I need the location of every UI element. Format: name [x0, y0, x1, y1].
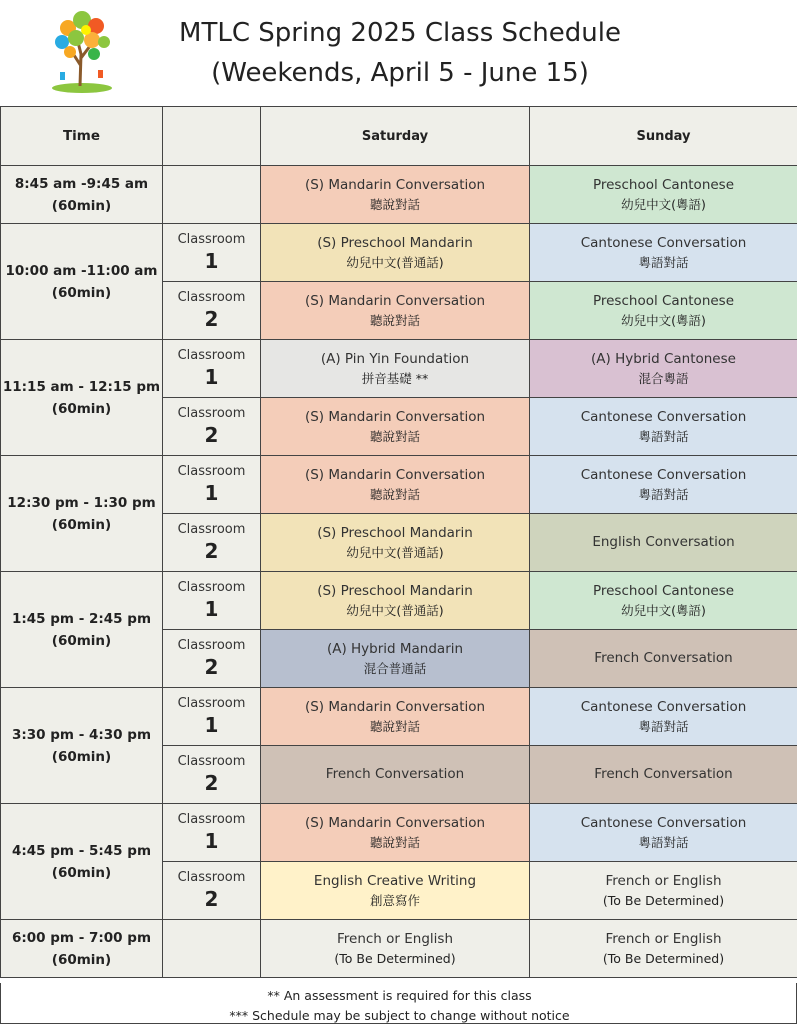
- page-subtitle: (Weekends, April 5 - June 15): [211, 58, 589, 88]
- class-cell: [261, 398, 530, 456]
- table-row: [1, 804, 797, 862]
- class-cell: [530, 746, 797, 804]
- classroom-number: 2: [204, 770, 219, 795]
- class-name-en: Cantonese Conversation: [580, 466, 747, 483]
- class-name-zh: 幼兒中文(普通話): [346, 254, 444, 270]
- class-name-zh: 混合粵語: [638, 370, 689, 386]
- time-slot-cell: [1, 456, 163, 572]
- duration: (60min): [51, 632, 112, 649]
- classroom-number: 2: [204, 422, 219, 447]
- duration: (60min): [51, 197, 112, 214]
- class-name-zh: 粵語對話: [638, 428, 689, 444]
- classroom-number: 1: [204, 828, 219, 853]
- class-cell: [261, 746, 530, 804]
- table-row: [1, 166, 797, 224]
- table-row: [1, 920, 797, 978]
- time-slot-cell: [1, 804, 163, 920]
- class-cell: [261, 688, 530, 746]
- class-cell: [530, 282, 797, 340]
- classroom-label: Classroom: [177, 869, 246, 885]
- class-name-zh: (To Be Determined): [602, 950, 725, 966]
- schedule-table: [0, 106, 797, 978]
- time-range: 6:00 pm - 7:00 pm: [11, 929, 152, 946]
- classroom-label: Classroom: [177, 521, 246, 537]
- class-name-zh: 幼兒中文(普通話): [346, 602, 444, 618]
- class-name-en: (A) Hybrid Mandarin: [326, 640, 464, 657]
- class-name-zh: 聽說對話: [369, 312, 420, 328]
- class-name-en: French or English: [336, 930, 453, 947]
- classroom-label: Classroom: [177, 637, 246, 653]
- class-name-zh: (To Be Determined): [334, 950, 456, 966]
- class-name-en: English Creative Writing: [313, 872, 477, 889]
- class-name-en: Preschool Cantonese: [592, 582, 735, 599]
- footer-notes: [0, 983, 797, 1024]
- class-cell: [530, 920, 797, 978]
- classroom-cell: [163, 862, 261, 920]
- class-cell: [261, 804, 530, 862]
- class-cell: [530, 398, 797, 456]
- page-title: MTLC Spring 2025 Class Schedule: [179, 18, 621, 48]
- time-range: 8:45 am -9:45 am: [14, 175, 149, 192]
- class-name-zh: 粵語對話: [638, 254, 689, 270]
- class-name-zh: 混合普通話: [363, 660, 427, 676]
- class-name-zh: (To Be Determined): [602, 892, 725, 908]
- class-name-zh: 幼兒中文(粵語): [621, 312, 706, 328]
- class-cell: [530, 804, 797, 862]
- class-name-en: Cantonese Conversation: [580, 814, 747, 831]
- class-cell: [530, 630, 797, 688]
- classroom-number: 1: [204, 480, 219, 505]
- class-name-en: English Conversation: [592, 534, 735, 550]
- duration: (60min): [51, 864, 112, 881]
- classroom-number: 2: [204, 538, 219, 563]
- header-room: [163, 107, 261, 166]
- class-name-en: (S) Mandarin Conversation: [304, 698, 486, 715]
- class-cell: [261, 862, 530, 920]
- class-cell: [530, 166, 797, 224]
- class-name-en: (S) Mandarin Conversation: [304, 466, 486, 483]
- classroom-cell: [163, 920, 261, 978]
- class-name-en: French or English: [605, 930, 722, 947]
- time-range: 1:45 pm - 2:45 pm: [11, 610, 152, 627]
- class-name-zh: 粵語對話: [638, 718, 689, 734]
- classroom-label: Classroom: [177, 811, 246, 827]
- classroom-number: 2: [204, 306, 219, 331]
- classroom-label: Classroom: [177, 289, 246, 305]
- classroom-cell: [163, 340, 261, 398]
- classroom-number: 2: [204, 886, 219, 911]
- class-cell: [261, 456, 530, 514]
- class-cell: [530, 688, 797, 746]
- time-slot-cell: [1, 920, 163, 978]
- class-cell: [261, 282, 530, 340]
- class-name-en: (S) Preschool Mandarin: [317, 582, 473, 599]
- class-cell: [530, 862, 797, 920]
- classroom-cell: [163, 456, 261, 514]
- class-name-en: (S) Preschool Mandarin: [317, 234, 473, 251]
- class-name-en: (A) Pin Yin Foundation: [320, 350, 470, 367]
- class-name-en: (A) Hybrid Cantonese: [591, 350, 736, 367]
- classroom-number: 1: [204, 712, 219, 737]
- class-name-en: Cantonese Conversation: [580, 698, 747, 715]
- time-slot-cell: [1, 688, 163, 804]
- classroom-cell: [163, 398, 261, 456]
- table-header-row: [1, 107, 797, 166]
- classroom-cell: [163, 688, 261, 746]
- class-cell: [530, 514, 797, 572]
- class-name-zh: 聽說對話: [369, 718, 420, 734]
- class-name-en: (S) Preschool Mandarin: [317, 524, 473, 541]
- classroom-cell: [163, 166, 261, 224]
- class-name-en: (S) Mandarin Conversation: [304, 292, 486, 309]
- class-name-zh: 聽說對話: [369, 196, 420, 212]
- duration: (60min): [51, 951, 112, 968]
- classroom-label: Classroom: [177, 579, 246, 595]
- assessment-note: ** An assessment is required for this class: [267, 988, 532, 1003]
- class-cell: [261, 224, 530, 282]
- class-name-zh: 幼兒中文(普通話): [346, 544, 444, 560]
- class-name-en: Cantonese Conversation: [580, 234, 747, 251]
- class-cell: [530, 572, 797, 630]
- schedule-change-note: *** Schedule may be subject to change without notice: [229, 1008, 570, 1023]
- time-slot-cell: [1, 572, 163, 688]
- class-name-zh: 聽說對話: [369, 486, 420, 502]
- classroom-number: 1: [204, 364, 219, 389]
- class-name-zh: 幼兒中文(粵語): [621, 602, 706, 618]
- classroom-cell: [163, 572, 261, 630]
- classroom-label: Classroom: [177, 695, 246, 711]
- classroom-cell: [163, 630, 261, 688]
- duration: (60min): [51, 400, 112, 417]
- classroom-label: Classroom: [177, 347, 246, 363]
- time-range: 10:00 am -11:00 am: [5, 262, 158, 279]
- duration: (60min): [51, 284, 112, 301]
- classroom-cell: [163, 224, 261, 282]
- class-name-zh: 聽說對話: [369, 834, 420, 850]
- header-sunday: Sunday: [530, 107, 797, 166]
- classroom-number: 1: [204, 248, 219, 273]
- class-name-zh: 創意寫作: [369, 892, 420, 908]
- class-name-en: (S) Mandarin Conversation: [304, 408, 486, 425]
- class-name-en: French Conversation: [594, 650, 733, 666]
- page-header: [0, 0, 797, 106]
- class-name-en: French Conversation: [594, 766, 733, 782]
- class-cell: [261, 630, 530, 688]
- class-name-zh: 粵語對話: [638, 486, 689, 502]
- class-name-zh: 聽說對話: [369, 428, 420, 444]
- class-name-en: French or English: [605, 872, 722, 889]
- header-time: Time: [1, 107, 163, 166]
- classroom-cell: [163, 514, 261, 572]
- classroom-label: Classroom: [177, 231, 246, 247]
- class-name-en: French Conversation: [325, 766, 465, 782]
- time-range: 12:30 pm - 1:30 pm: [7, 494, 156, 511]
- time-range: 4:45 pm - 5:45 pm: [11, 842, 152, 859]
- time-slot-cell: [1, 340, 163, 456]
- class-cell: [261, 920, 530, 978]
- table-row: [1, 572, 797, 630]
- class-name-zh: 粵語對話: [638, 834, 689, 850]
- table-row: [1, 340, 797, 398]
- class-cell: [261, 514, 530, 572]
- classroom-number: 1: [204, 596, 219, 621]
- class-cell: [261, 340, 530, 398]
- class-name-zh: 幼兒中文(粵語): [621, 196, 706, 212]
- classroom-cell: [163, 282, 261, 340]
- time-slot-cell: [1, 166, 163, 224]
- table-row: [1, 224, 797, 282]
- classroom-cell: [163, 746, 261, 804]
- class-cell: [530, 456, 797, 514]
- class-name-en: Preschool Cantonese: [592, 292, 735, 309]
- classroom-cell: [163, 804, 261, 862]
- class-name-en: (S) Mandarin Conversation: [304, 814, 486, 831]
- classroom-label: Classroom: [177, 463, 246, 479]
- classroom-label: Classroom: [177, 753, 246, 769]
- tree-logo-icon: [48, 6, 116, 94]
- class-name-en: (S) Mandarin Conversation: [304, 176, 486, 193]
- class-name-en: Preschool Cantonese: [592, 176, 735, 193]
- class-cell: [530, 224, 797, 282]
- header-saturday: Saturday: [261, 107, 530, 166]
- classroom-label: Classroom: [177, 405, 246, 421]
- class-cell: [530, 340, 797, 398]
- time-range: 11:15 am - 12:15 pm: [2, 378, 161, 395]
- table-row: [1, 688, 797, 746]
- table-row: [1, 456, 797, 514]
- time-range: 3:30 pm - 4:30 pm: [11, 726, 152, 743]
- class-cell: [261, 572, 530, 630]
- duration: (60min): [51, 516, 112, 533]
- class-cell: [261, 166, 530, 224]
- class-name-zh: 拼音基礎 **: [361, 370, 429, 386]
- classroom-number: 2: [204, 654, 219, 679]
- duration: (60min): [51, 748, 112, 765]
- class-name-en: Cantonese Conversation: [580, 408, 747, 425]
- time-slot-cell: [1, 224, 163, 340]
